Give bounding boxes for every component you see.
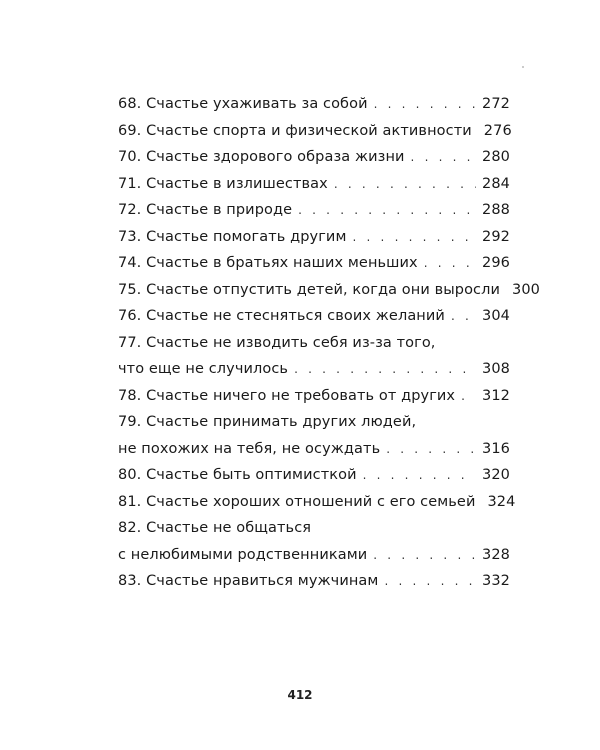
dot-leader	[363, 468, 476, 482]
toc-entry-77-line-1[interactable]	[118, 335, 510, 362]
dot-leader	[353, 230, 477, 244]
toc-entry-72[interactable]	[118, 202, 510, 229]
toc-entry-page: 292	[482, 228, 510, 245]
toc-entry-74[interactable]	[118, 255, 510, 282]
toc-entry-page: 320	[482, 467, 510, 483]
toc-entry-71[interactable]	[118, 176, 510, 203]
toc-entry-82-line-2[interactable]	[118, 547, 510, 574]
dot-leader	[411, 150, 476, 164]
toc-entry-78[interactable]	[118, 388, 510, 415]
toc-entry-title: 71. Счастье в излишествах	[118, 175, 328, 192]
dot-leader	[386, 442, 476, 456]
toc-entry-continuation: не похожих на тебя, не осуждать	[118, 440, 381, 457]
scan-speck	[522, 66, 524, 68]
toc-entry-77-line-2[interactable]	[118, 361, 510, 388]
toc-entry-page: 328	[482, 546, 510, 563]
dot-leader	[461, 389, 476, 403]
toc-entry-title: 69. Счастье спорта и физической активности	[118, 122, 472, 139]
toc-entry-page: 312	[482, 387, 510, 404]
toc-entry-83[interactable]	[118, 573, 510, 600]
toc-entry-page: 284	[482, 175, 510, 192]
table-of-contents	[118, 96, 541, 600]
toc-entry-82-line-1[interactable]	[118, 520, 510, 547]
toc-entry-68[interactable]	[118, 96, 510, 123]
toc-entry-page: 276	[483, 122, 512, 139]
toc-entry-page: 316	[482, 440, 510, 457]
toc-entry-title: 73. Счастье помогать другим	[118, 228, 347, 245]
dot-leader	[451, 309, 476, 323]
toc-entry-81[interactable]	[118, 493, 516, 521]
toc-entry-page: 272	[482, 96, 510, 112]
toc-entry-title: 83. Счастье нравиться мужчинам	[118, 573, 379, 589]
toc-entry-70[interactable]	[118, 149, 510, 176]
toc-entry-title: 76. Счастье не стесняться своих желаний	[118, 308, 445, 324]
toc-entry-79-line-1[interactable]	[118, 414, 510, 441]
toc-entry-title: 72. Счастье в природе	[118, 202, 293, 218]
dot-leader	[334, 177, 476, 191]
toc-entry-title: 81. Счастье хороших отношений с его семьей	[118, 493, 476, 510]
dot-leader	[294, 362, 476, 376]
toc-entry-title: 70. Счастье здорового образа жизни	[118, 149, 405, 165]
toc-entry-76[interactable]	[118, 308, 510, 335]
dot-leader	[373, 548, 476, 562]
toc-entry-73[interactable]	[118, 229, 510, 256]
toc-entry-title: 68. Счастье ухаживать за собой	[118, 96, 368, 112]
toc-entry-80[interactable]	[118, 467, 510, 494]
toc-entry-title: 79. Счастье принимать других людей,	[118, 414, 417, 430]
dot-leader	[384, 574, 476, 588]
toc-entry-page: 296	[482, 255, 510, 271]
toc-entry-title: 77. Счастье не изводить себя из-за того,	[118, 334, 436, 351]
toc-entry-title: 75. Счастье отпустить детей, когда они выросли	[118, 281, 501, 298]
toc-entry-page: 280	[482, 149, 510, 165]
toc-entry-page: 304	[482, 308, 510, 324]
toc-entry-page: 308	[482, 361, 510, 377]
toc-entry-75[interactable]	[118, 281, 541, 309]
dot-leader	[374, 97, 476, 111]
toc-entry-title: 74. Счастье в братьях наших меньших	[118, 255, 418, 271]
toc-entry-page: 288	[482, 202, 510, 218]
toc-entry-continuation: с нелюбимыми родственниками	[118, 546, 368, 563]
dot-leader	[298, 203, 476, 217]
toc-entry-page: 300	[512, 281, 541, 298]
toc-entry-continuation: что еще не случилось	[118, 361, 289, 377]
toc-entry-title: 82. Счастье не общаться	[118, 520, 312, 536]
dot-leader	[424, 256, 476, 270]
toc-entry-title: 78. Счастье ничего не требовать от других	[118, 387, 456, 404]
toc-entry-title: 80. Счастье быть оптимисткой	[118, 467, 357, 483]
toc-entry-69[interactable]	[118, 123, 510, 150]
toc-entry-page: 332	[482, 573, 510, 589]
toc-entry-page: 324	[487, 493, 516, 510]
page-number: 412	[287, 688, 313, 702]
toc-entry-79-line-2[interactable]	[118, 441, 510, 468]
